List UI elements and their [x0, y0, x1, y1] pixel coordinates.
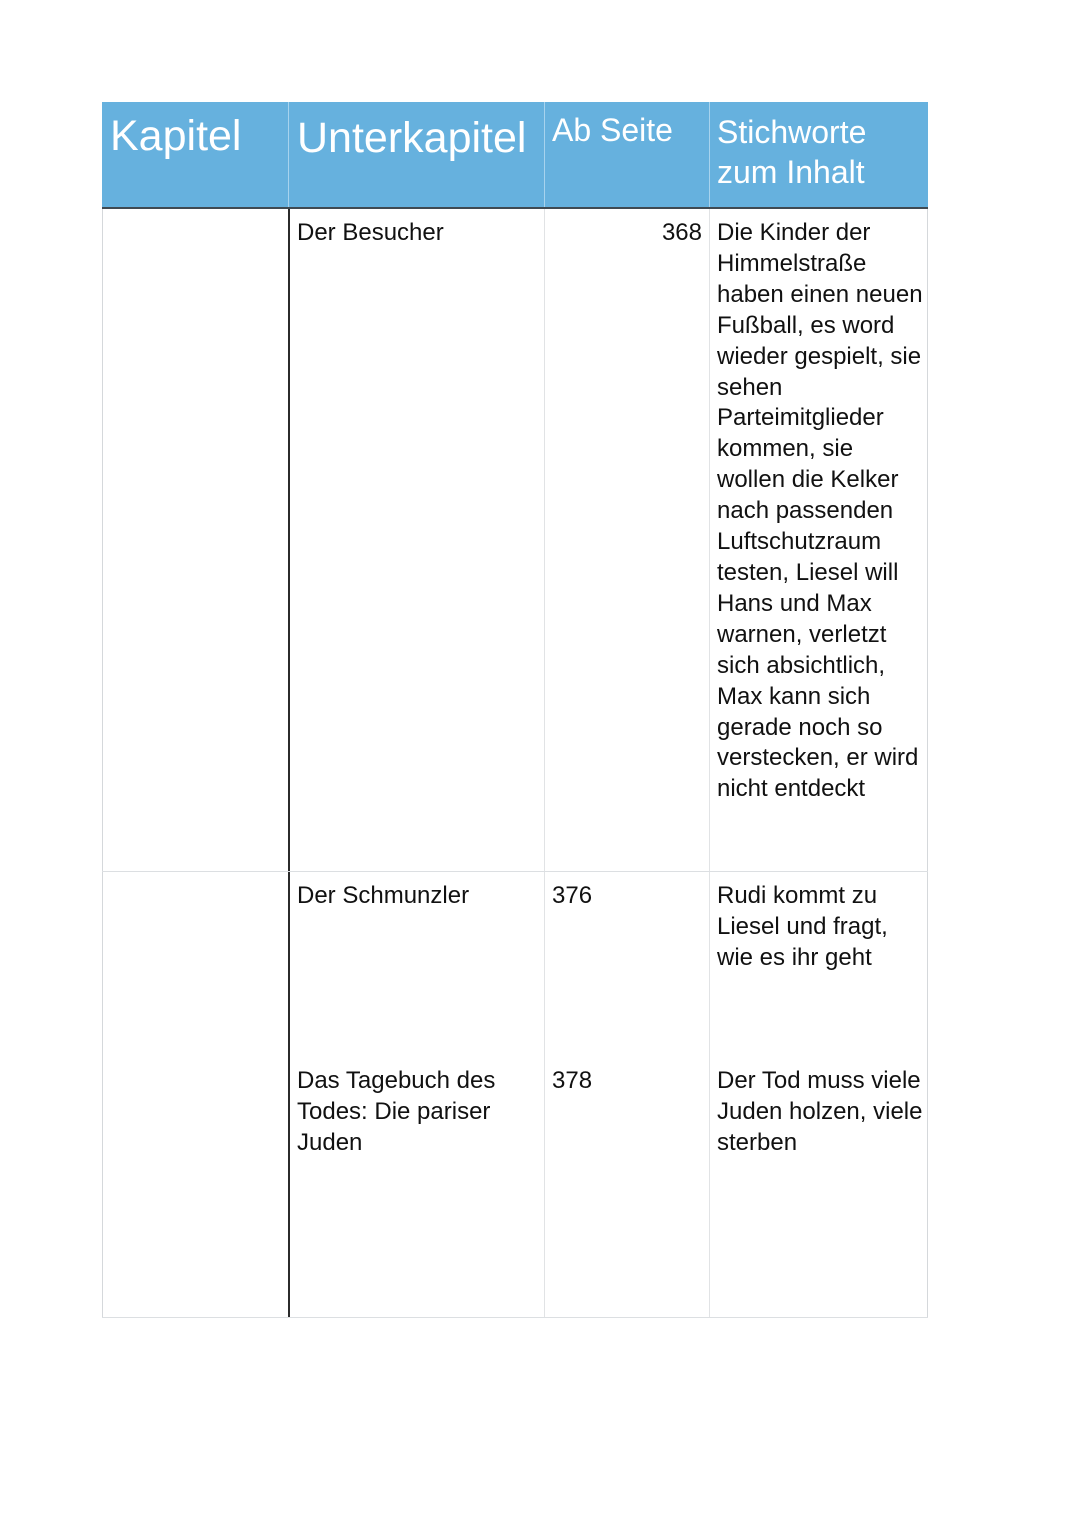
row1-stichworte: Die Kinder der Himmelstraße haben einen neuen Fußball, es word wieder gespielt, sie sehen Parteimitglieder kommen, sie wollen die Kelker nach passenden Luftschutzraum testen, Liesel will Hans und Max warnen, verletzt sich absichtlich, Max kann sich gerade noch so verstecken, er wird nicht entdeckt: [717, 219, 923, 803]
table-border-left: [102, 209, 103, 1318]
table-border-right: [927, 209, 928, 1318]
header-kapitel: Kapitel: [110, 112, 242, 160]
chapter-table: [102, 102, 928, 1318]
row1-seite: 368: [661, 219, 702, 246]
header-divider: [709, 102, 710, 207]
column-divider-unterkapitel: [544, 209, 545, 1318]
row2-seite: 376: [552, 882, 593, 909]
row2-unterkapitel: Der Schmunzler: [297, 882, 470, 909]
row3-unterkapitel: Das Tagebuch des Todes: Die pariser Juden: [297, 1067, 496, 1156]
header-ab-seite: Ab Seite: [552, 112, 673, 148]
column-divider-kapitel: [288, 209, 290, 1318]
row3-stichworte: Der Tod muss viele Juden holzen, viele sterben: [717, 1067, 923, 1156]
column-divider-seite: [709, 209, 710, 1318]
header-divider: [544, 102, 545, 207]
row-divider: [102, 871, 928, 872]
table-border-bottom: [102, 1317, 928, 1318]
header-stichworte: Stichworte zum Inhalt: [717, 114, 867, 190]
header-unterkapitel: Unterkapitel: [297, 114, 527, 162]
row1-unterkapitel: Der Besucher: [297, 219, 444, 246]
row2-stichworte: Rudi kommt zu Liesel und fragt, wie es ihr geht: [717, 882, 888, 971]
row3-seite: 378: [552, 1067, 593, 1094]
header-divider: [288, 102, 289, 207]
